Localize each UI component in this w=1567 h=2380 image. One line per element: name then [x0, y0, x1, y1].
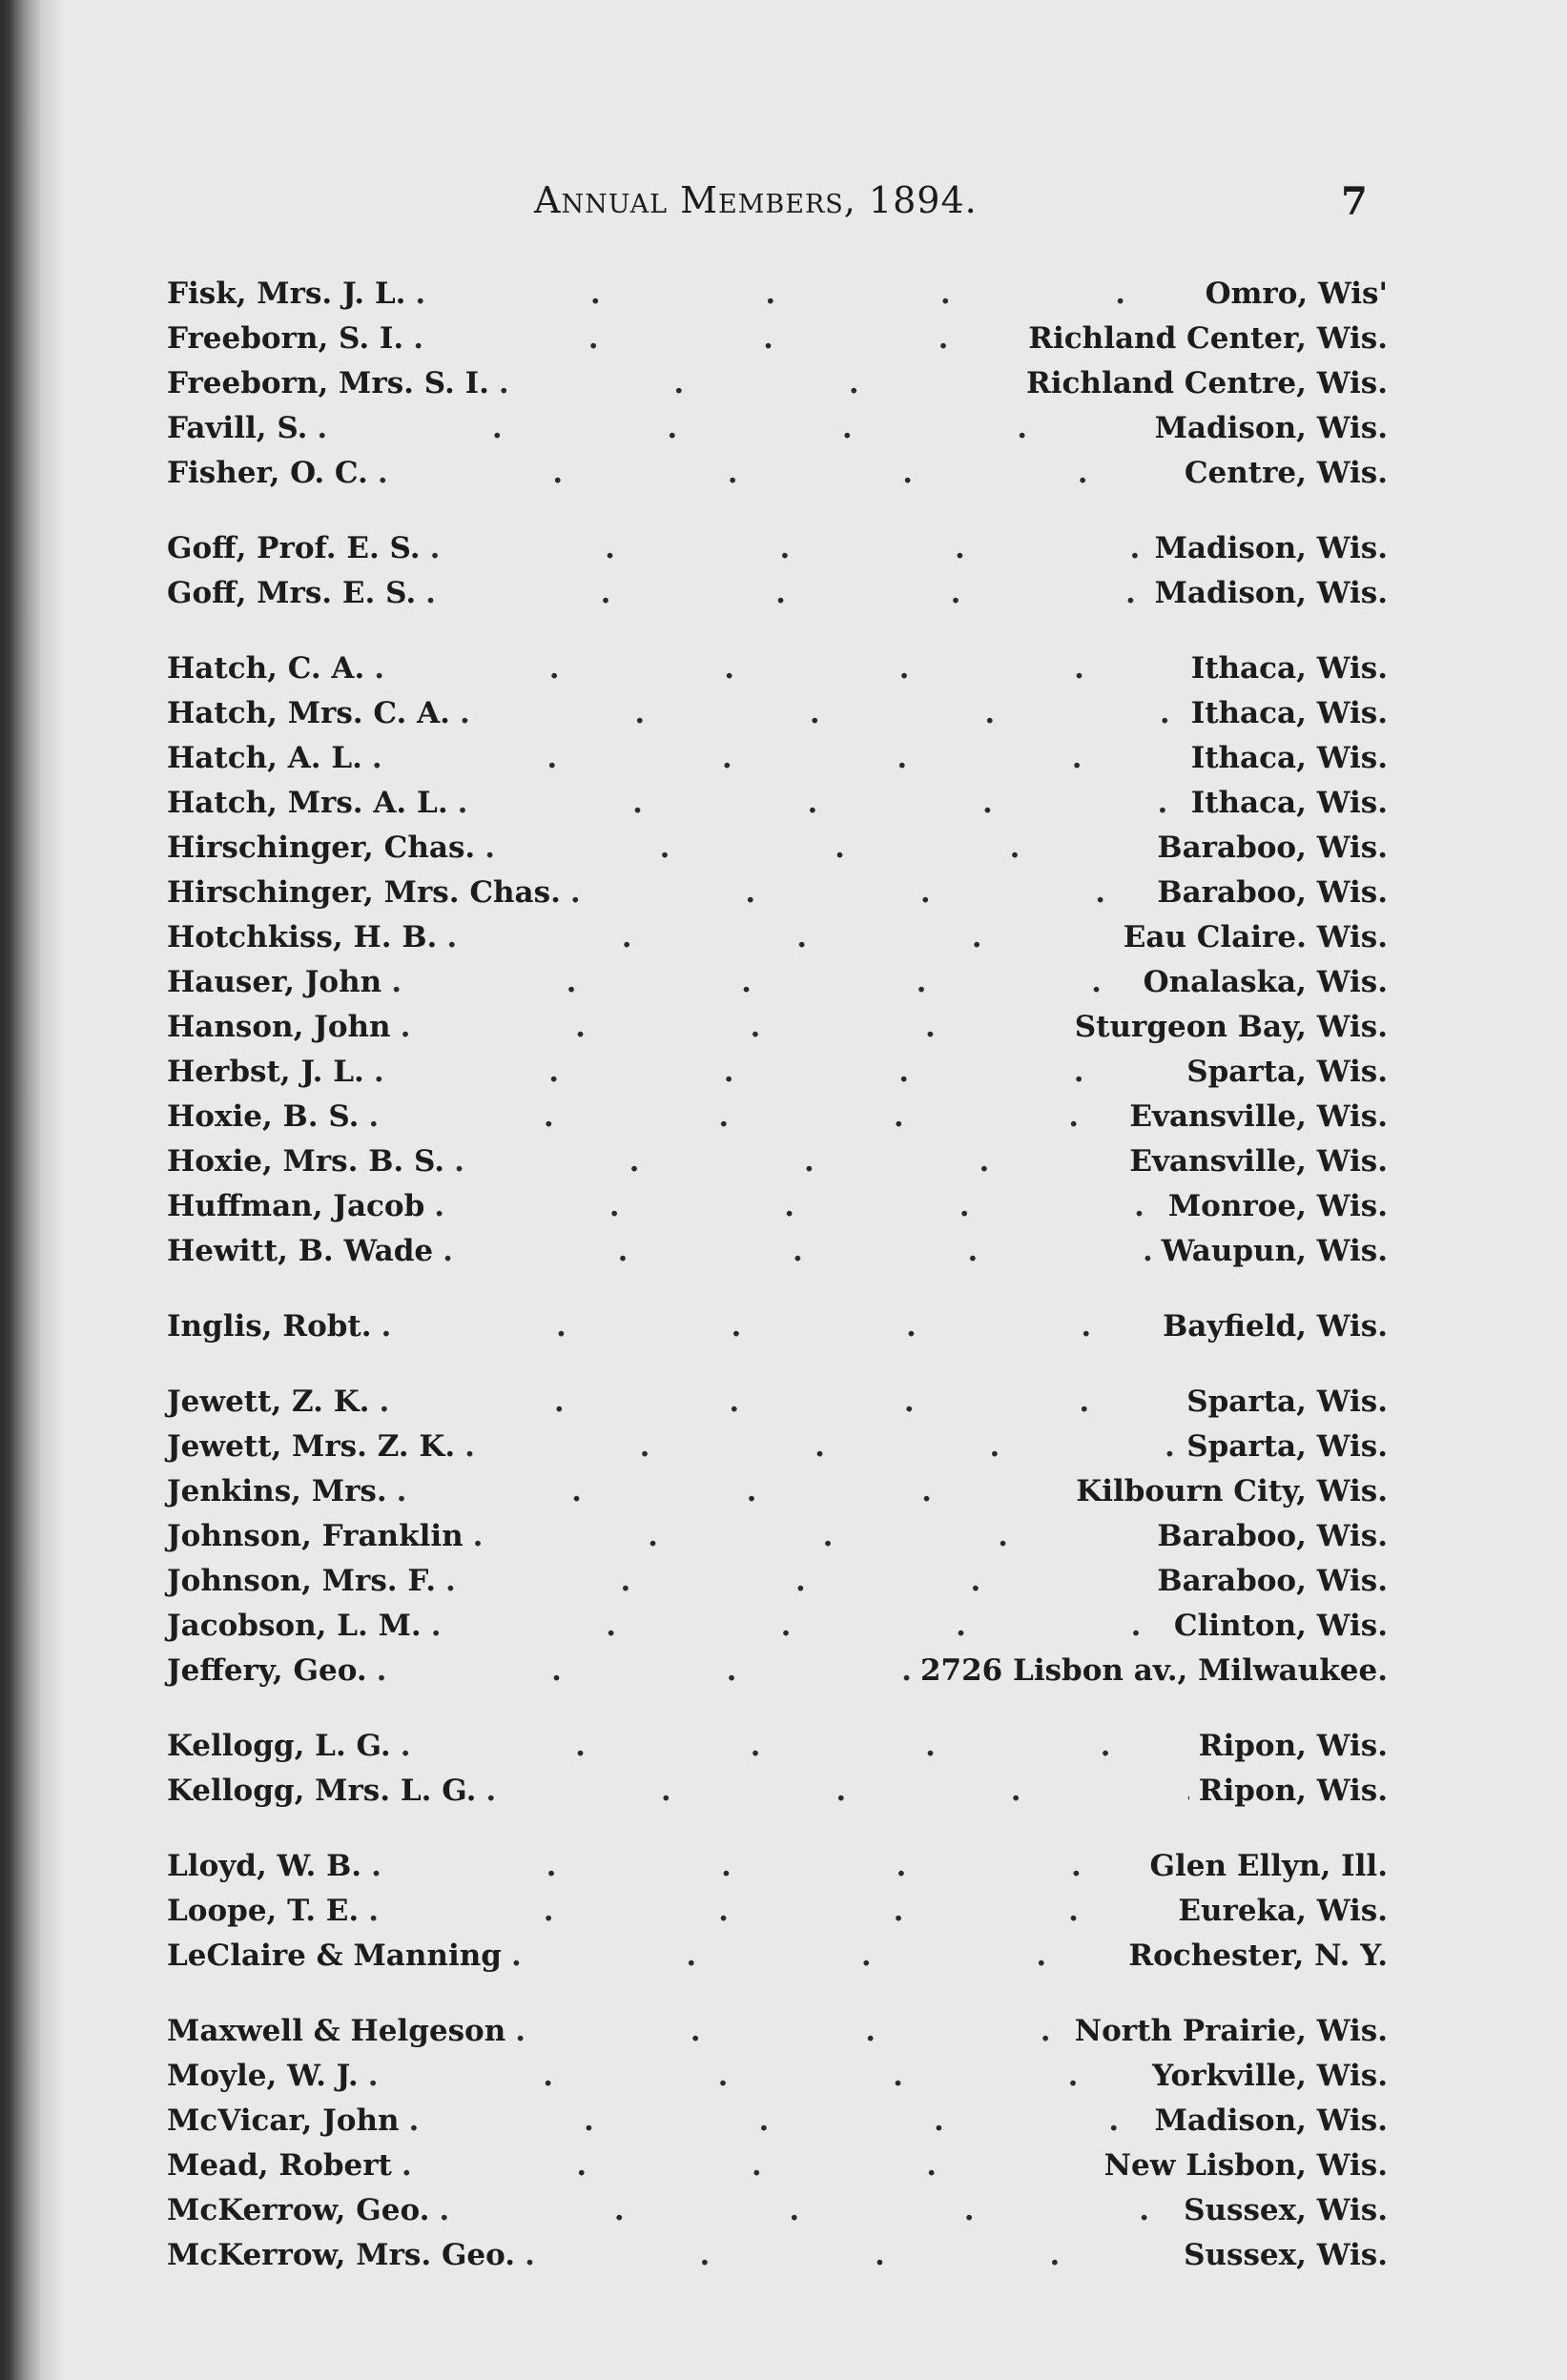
- member-location: Madison, Wis.: [1154, 2103, 1388, 2138]
- member-name: Hotchkiss, H. B.: [167, 920, 438, 954]
- member-list: [167, 277, 1388, 2313]
- member-location: Sparta, Wis.: [1186, 1429, 1388, 1464]
- member-location: Ripon, Wis.: [1198, 1729, 1388, 1763]
- member-row: [167, 741, 1388, 786]
- member-name: Johnson, Mrs. F.: [167, 1564, 437, 1598]
- dot-leader: [402, 2148, 1095, 2183]
- dot-leader: [381, 1309, 1154, 1344]
- member-row: [167, 1055, 1388, 1099]
- member-row: [167, 2148, 1388, 2193]
- dot-leader: [515, 2014, 1065, 2048]
- member-name: Herbst, J. L.: [167, 1055, 364, 1089]
- member-location: Evansville, Wis.: [1129, 1144, 1388, 1179]
- member-location: Monroe, Wis.: [1167, 1189, 1388, 1223]
- dot-leader: [473, 1519, 1148, 1553]
- dot-leader: [431, 1609, 1165, 1643]
- dot-leader: [374, 1055, 1177, 1089]
- member-location: Baraboo, Wis.: [1157, 1519, 1388, 1553]
- member-location: Richland Center, Wis.: [1028, 321, 1388, 356]
- member-location: Baraboo, Wis.: [1157, 875, 1388, 910]
- member-row: [167, 1385, 1388, 1429]
- member-group: [167, 1385, 1388, 1698]
- member-location: Ithaca, Wis.: [1190, 786, 1388, 820]
- dot-leader: [368, 2059, 1143, 2093]
- dot-leader: [371, 1849, 1140, 1883]
- member-row: [167, 1144, 1388, 1189]
- member-name: Jenkins, Mrs.: [167, 1474, 387, 1508]
- member-group: [167, 277, 1388, 501]
- dot-leader: [415, 277, 1195, 311]
- dot-leader: [317, 411, 1144, 445]
- member-name: Hatch, Mrs. A. L.: [167, 786, 448, 820]
- member-location: Clinton, Wis.: [1173, 1609, 1388, 1643]
- member-group: [167, 651, 1388, 1279]
- member-row: [167, 531, 1388, 576]
- dot-leader: [401, 1729, 1189, 1763]
- member-name: Jewett, Z. K.: [167, 1385, 370, 1419]
- member-row: [167, 2193, 1388, 2238]
- member-row: [167, 1474, 1388, 1519]
- dot-leader: [378, 456, 1175, 490]
- member-location: Glen Ellyn, Ill.: [1149, 1849, 1388, 1883]
- member-row: [167, 696, 1388, 741]
- member-name: Hewitt, B. Wade: [167, 1234, 434, 1268]
- member-name: Hatch, Mrs. C. A.: [167, 696, 450, 730]
- member-name: Kellogg, L. G.: [167, 1729, 391, 1763]
- member-location: Ithaca, Wis.: [1190, 651, 1388, 686]
- member-row: [167, 1189, 1388, 1234]
- member-name: Hauser, John: [167, 965, 382, 999]
- member-row: [167, 1774, 1388, 1818]
- dot-leader: [430, 531, 1145, 565]
- member-name: McKerrow, Mrs. Geo.: [167, 2238, 516, 2272]
- dot-leader: [458, 786, 1182, 820]
- dot-leader: [525, 2238, 1174, 2272]
- dot-leader: [499, 366, 1017, 400]
- member-row: [167, 1729, 1388, 1774]
- member-name: Freeborn, Mrs. S. I.: [167, 366, 489, 400]
- dot-leader: [454, 1144, 1120, 1179]
- member-location: Madison, Wis.: [1154, 531, 1388, 565]
- member-row: [167, 651, 1388, 696]
- dot-leader: [374, 651, 1181, 686]
- dot-leader: [377, 1653, 911, 1688]
- member-row: [167, 875, 1388, 920]
- member-location: Ithaca, Wis.: [1190, 741, 1388, 775]
- dot-leader: [391, 965, 1133, 999]
- dot-leader: [511, 1939, 1119, 1973]
- member-location: Richland Centre, Wis.: [1025, 366, 1388, 400]
- dot-leader: [439, 2193, 1174, 2227]
- member-location: Bayfield, Wis.: [1163, 1309, 1388, 1344]
- member-row: [167, 831, 1388, 875]
- member-row: [167, 2238, 1388, 2283]
- member-name: Huffman, Jacob: [167, 1189, 425, 1223]
- member-group: [167, 1309, 1388, 1354]
- dot-leader: [464, 1429, 1177, 1464]
- member-location: 2726 Lisbon av., Milwaukee.: [919, 1653, 1388, 1688]
- member-name: McVicar, John: [167, 2103, 400, 2138]
- dot-leader: [485, 831, 1147, 865]
- member-row: [167, 1234, 1388, 1279]
- member-group: [167, 531, 1388, 621]
- dot-leader: [485, 1774, 1188, 1808]
- member-location: Sussex, Wis.: [1184, 2193, 1388, 2227]
- member-name: Kellogg, Mrs. L. G.: [167, 1774, 477, 1808]
- dot-leader: [401, 1010, 1065, 1044]
- member-row: [167, 277, 1388, 321]
- member-row: [167, 2103, 1388, 2148]
- dot-leader: [446, 920, 1113, 954]
- member-row: [167, 411, 1388, 456]
- member-name: Goff, Prof. E. S.: [167, 531, 421, 565]
- member-row: [167, 965, 1388, 1010]
- member-name: Hirschinger, Mrs. Chas.: [167, 875, 561, 910]
- member-name: Jewett, Mrs. Z. K.: [167, 1429, 456, 1464]
- member-location: Omro, Wis': [1205, 277, 1388, 311]
- member-location: Kilbourn City, Wis.: [1076, 1474, 1388, 1508]
- member-row: [167, 366, 1388, 411]
- member-row: [167, 1564, 1388, 1609]
- member-row: [167, 1894, 1388, 1939]
- dot-leader: [413, 321, 1019, 356]
- member-row: [167, 1849, 1388, 1894]
- member-name: Hirschinger, Chas.: [167, 831, 476, 865]
- dot-leader: [368, 1894, 1168, 1928]
- member-name: Hoxie, Mrs. B. S.: [167, 1144, 445, 1179]
- member-location: Ithaca, Wis.: [1190, 696, 1388, 730]
- member-location: Madison, Wis.: [1154, 576, 1388, 610]
- member-row: [167, 1099, 1388, 1144]
- member-name: Maxwell & Helgeson: [167, 2014, 506, 2048]
- member-name: Fisk, Mrs. J. L.: [167, 277, 406, 311]
- member-group: [167, 1729, 1388, 1818]
- member-row: [167, 1609, 1388, 1653]
- member-name: Hanson, John: [167, 1010, 391, 1044]
- book-spine-edge: [0, 0, 63, 2380]
- member-row: [167, 456, 1388, 501]
- member-row: [167, 1010, 1388, 1055]
- member-location: Evansville, Wis.: [1129, 1099, 1388, 1134]
- member-row: [167, 321, 1388, 366]
- member-name: Jacobson, L. M.: [167, 1609, 422, 1643]
- dot-leader: [460, 696, 1182, 730]
- member-location: Rochester, N. Y.: [1128, 1939, 1388, 1973]
- member-location: Ripon, Wis.: [1198, 1774, 1388, 1808]
- member-name: Hatch, C. A.: [167, 651, 365, 686]
- member-name: Mead, Robert: [167, 2148, 392, 2183]
- running-title: Annual Members, 1894.: [534, 179, 978, 221]
- member-location: Sparta, Wis.: [1186, 1385, 1388, 1419]
- member-row: [167, 2059, 1388, 2103]
- dot-leader: [425, 576, 1144, 610]
- member-location: Yorkville, Wis.: [1152, 2059, 1388, 2093]
- page-header: [0, 179, 1567, 236]
- member-name: Johnson, Franklin: [167, 1519, 464, 1553]
- member-row: [167, 2014, 1388, 2059]
- member-location: Eureka, Wis.: [1178, 1894, 1388, 1928]
- member-name: McKerrow, Geo.: [167, 2193, 430, 2227]
- dot-leader: [397, 1474, 1067, 1508]
- member-location: North Prairie, Wis.: [1074, 2014, 1388, 2048]
- member-location: Sturgeon Bay, Wis.: [1074, 1010, 1388, 1044]
- member-name: Fisher, O. C.: [167, 456, 368, 490]
- member-name: Loope, T. E.: [167, 1894, 360, 1928]
- member-row: [167, 786, 1388, 831]
- member-row: [167, 576, 1388, 621]
- member-location: New Lisbon, Wis.: [1103, 2148, 1388, 2183]
- dot-leader: [570, 875, 1148, 910]
- member-group: [167, 2014, 1388, 2283]
- member-row: [167, 1653, 1388, 1698]
- member-location: Baraboo, Wis.: [1157, 831, 1388, 865]
- dot-leader: [409, 2103, 1145, 2138]
- dot-leader: [379, 1385, 1177, 1419]
- member-location: Sparta, Wis.: [1186, 1055, 1388, 1089]
- member-location: Baraboo, Wis.: [1157, 1564, 1388, 1598]
- member-location: Sussex, Wis.: [1184, 2238, 1388, 2272]
- member-location: Centre, Wis.: [1184, 456, 1388, 490]
- member-row: [167, 1429, 1388, 1474]
- dot-leader: [443, 1234, 1152, 1268]
- member-name: Inglis, Robt.: [167, 1309, 372, 1344]
- member-row: [167, 1939, 1388, 1983]
- member-name: LeClaire & Manning: [167, 1939, 502, 1973]
- member-row: [167, 920, 1388, 965]
- member-name: Jeffery, Geo.: [167, 1653, 367, 1688]
- dot-leader: [445, 1564, 1147, 1598]
- dot-leader: [434, 1189, 1159, 1223]
- member-location: Onalaska, Wis.: [1143, 965, 1388, 999]
- member-name: Lloyd, W. B.: [167, 1849, 362, 1883]
- member-row: [167, 1309, 1388, 1354]
- member-name: Hoxie, B. S.: [167, 1099, 360, 1134]
- member-location: Waupun, Wis.: [1161, 1234, 1388, 1268]
- member-location: Eau Claire. Wis.: [1123, 920, 1388, 954]
- member-name: Hatch, A. L.: [167, 741, 362, 775]
- member-location: Madison, Wis.: [1154, 411, 1388, 445]
- member-name: Moyle, W. J.: [167, 2059, 359, 2093]
- dot-leader: [368, 1099, 1120, 1134]
- page-number: 7: [1341, 179, 1368, 224]
- member-name: Freeborn, S. I.: [167, 321, 404, 356]
- member-name: Goff, Mrs. E. S.: [167, 576, 417, 610]
- member-group: [167, 1849, 1388, 1983]
- member-row: [167, 1519, 1388, 1564]
- member-name: Favill, S.: [167, 411, 308, 445]
- dot-leader: [372, 741, 1182, 775]
